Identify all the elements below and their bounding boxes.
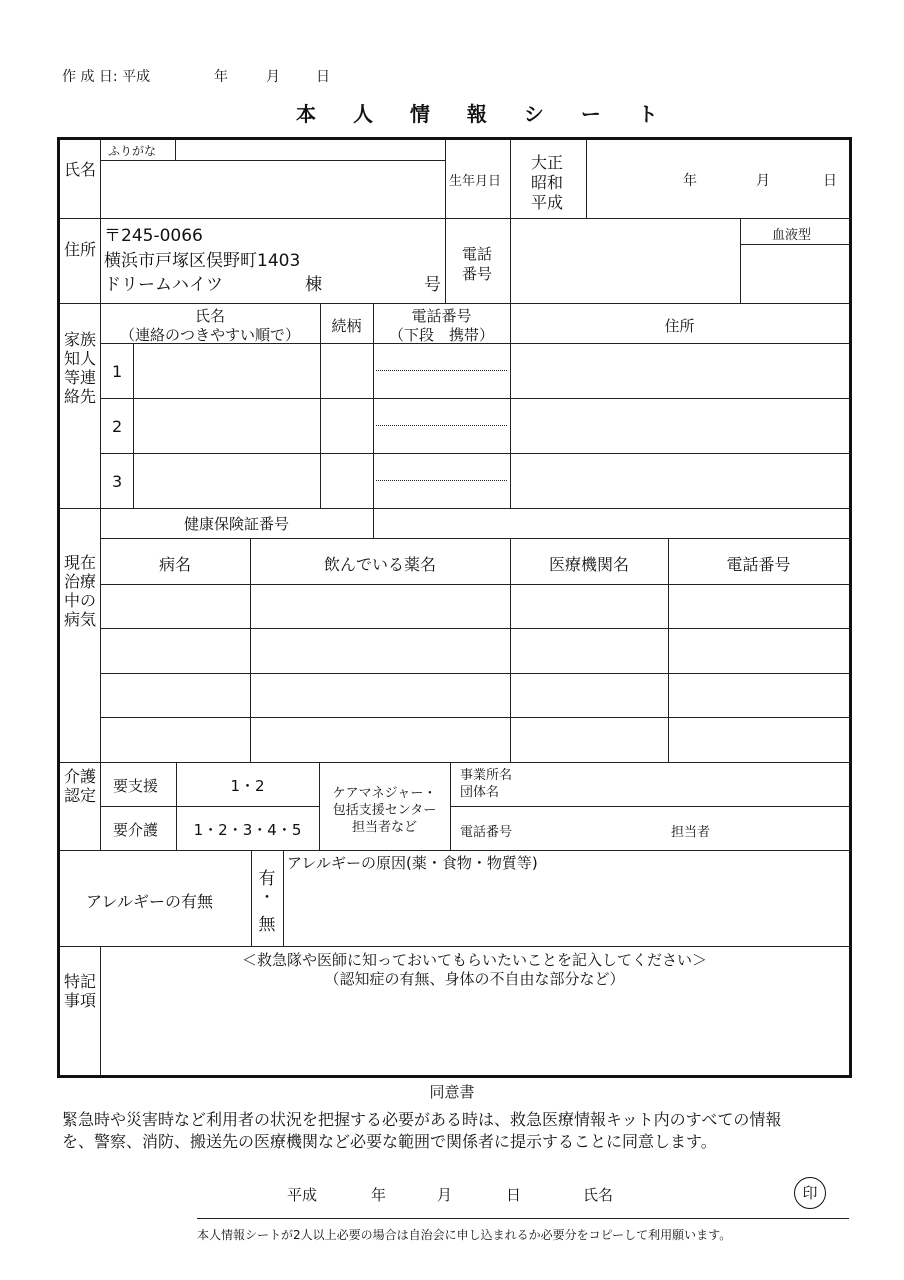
furigana-cell-line bbox=[175, 140, 176, 160]
care-phone-label: 電話番号 bbox=[460, 825, 513, 840]
care-levels-divider bbox=[100, 806, 319, 807]
label-column-line bbox=[100, 140, 101, 851]
furigana-label: ふりがな bbox=[108, 144, 157, 158]
divider-name-address bbox=[60, 218, 849, 219]
era-taisho: 大正 bbox=[531, 153, 564, 172]
consent-title: 同意書 bbox=[429, 1083, 475, 1101]
era-cell-line bbox=[586, 140, 587, 218]
support-levels: 1・2 bbox=[230, 777, 265, 795]
name-section-label: 氏名 bbox=[64, 160, 97, 179]
treatment-section-label: 現在治療中の病気 bbox=[64, 553, 97, 629]
birth-year-label: 年 bbox=[683, 173, 697, 189]
family-row-number-3: 3 bbox=[112, 472, 123, 491]
created-date-label: 作 成 日: 平成 bbox=[62, 69, 151, 85]
notes-examples: （認知症の有無、身体の不自由な部分など） bbox=[324, 970, 625, 988]
treatment-col-phone: 電話番号 bbox=[726, 555, 791, 574]
family-col-phone: 電話番号 bbox=[411, 307, 472, 325]
insurance-number-label: 健康保険証番号 bbox=[183, 515, 289, 533]
treatment-col-disease: 病名 bbox=[158, 555, 191, 574]
family-section-label: 家族知人等連絡先 bbox=[64, 330, 97, 406]
consent-day-label: 日 bbox=[506, 1186, 522, 1204]
signature-line bbox=[197, 1218, 849, 1219]
care-manager-label-line2: 包括支援センター bbox=[332, 803, 437, 818]
family-col-relation: 続柄 bbox=[331, 317, 362, 335]
building-unit-label: 棟 bbox=[305, 275, 322, 295]
family-col-name: 氏名 bbox=[194, 307, 225, 325]
care-levels: 1・2・3・4・5 bbox=[193, 821, 302, 839]
birth-month-label: 月 bbox=[756, 173, 770, 189]
family-row1-divider bbox=[100, 398, 849, 399]
page-title: 本 人 情 報 シ ー ト bbox=[296, 102, 673, 126]
treatment-insurance-divider bbox=[100, 538, 849, 539]
notes-section-label: 特記事項 bbox=[64, 972, 97, 1010]
divider-care-allergy bbox=[60, 850, 849, 851]
consent-era-label: 平成 bbox=[287, 1186, 318, 1204]
birth-day-label: 日 bbox=[823, 173, 837, 189]
allergy-option-separator: ・ bbox=[259, 888, 275, 906]
address-line1: 横浜市戸塚区俣野町1403 bbox=[104, 251, 301, 271]
family-phone-split-3 bbox=[376, 480, 507, 481]
era-heisei: 平成 bbox=[531, 193, 564, 212]
consent-name-label: 氏名 bbox=[583, 1186, 614, 1204]
consent-text-line2: を、警察、消防、搬送先の医療機関など必要な範囲で関係者に提示することに同意します。 bbox=[62, 1132, 717, 1151]
birthday-label: 生年月日 bbox=[449, 174, 502, 189]
office-name-label: 事業所名 bbox=[460, 768, 513, 783]
divider-treatment-care bbox=[60, 762, 849, 763]
family-col-name-note: （連絡のつきやすい順で） bbox=[119, 326, 300, 344]
family-phone-split-1 bbox=[376, 370, 507, 371]
care-office-divider bbox=[450, 806, 849, 807]
name-cell-right-line bbox=[445, 140, 446, 218]
allergy-yes-option: 有 bbox=[258, 869, 276, 889]
era-showa: 昭和 bbox=[531, 173, 564, 192]
footnote: 本人情報シートが2人以上必要の場合は自治会に申し込まれるか必要分をコピーして利用願います。 bbox=[197, 1228, 732, 1242]
treatment-col-medicine: 飲んでいる薬名 bbox=[323, 555, 436, 574]
consent-year-label: 年 bbox=[371, 1186, 387, 1204]
notes-instruction: ＜救急隊や医師に知っておいてもらいたいことを記入してください＞ bbox=[241, 951, 707, 969]
phone-label-line1: 電話 bbox=[462, 245, 493, 263]
phone-label-line2: 番号 bbox=[462, 265, 493, 283]
family-number-col-line bbox=[133, 343, 134, 508]
insurance-cell-line bbox=[373, 508, 374, 538]
treatment-header-divider bbox=[100, 584, 849, 585]
treatment-col-institution: 医療機関名 bbox=[548, 555, 629, 574]
address-section-label: 住所 bbox=[64, 240, 97, 259]
family-phone-split-2 bbox=[376, 425, 507, 426]
family-row-number-1: 1 bbox=[112, 362, 123, 381]
created-month-label: 月 bbox=[266, 69, 280, 85]
birthday-label-line bbox=[510, 140, 511, 218]
family-row-number-2: 2 bbox=[112, 417, 123, 436]
care-manager-label-line1: ケアマネジャー・ bbox=[332, 786, 437, 801]
created-year-label: 年 bbox=[214, 69, 228, 85]
address-line2: ドリームハイツ bbox=[104, 275, 223, 295]
allergy-cause-label: アレルギーの原因(薬・食物・物質等) bbox=[287, 854, 538, 872]
treatment-row2-divider bbox=[100, 673, 849, 674]
phone-label-line bbox=[510, 218, 511, 303]
treatment-row3-divider bbox=[100, 717, 849, 718]
address-cell-right-line bbox=[445, 218, 446, 303]
allergy-presence-label: アレルギーの有無 bbox=[86, 892, 213, 911]
blood-type-label: 血液型 bbox=[772, 228, 812, 243]
consent-text-line1: 緊急時や災害時など利用者の状況を把握する必要がある時は、救急医療情報キット内のすべての情報 bbox=[62, 1110, 782, 1129]
allergy-yesno-right-line bbox=[283, 850, 284, 946]
family-col-phone-note: （下段 携帯） bbox=[388, 326, 494, 344]
created-day-label: 日 bbox=[316, 69, 330, 85]
seal-mark: 印 bbox=[794, 1177, 826, 1209]
care-person-label: 担当者 bbox=[671, 825, 711, 840]
divider-address-family bbox=[60, 303, 849, 304]
blood-type-divider bbox=[740, 244, 849, 245]
allergy-no-option: 無 bbox=[258, 915, 276, 935]
room-unit-label: 号 bbox=[424, 275, 441, 295]
divider-family-treatment bbox=[60, 508, 849, 509]
furigana-divider bbox=[100, 160, 445, 161]
organization-name-label: 団体名 bbox=[460, 785, 500, 800]
treatment-row1-divider bbox=[100, 628, 849, 629]
blood-type-line bbox=[740, 218, 741, 303]
postal-code: 〒245-0066 bbox=[104, 226, 203, 246]
support-needed-label: 要支援 bbox=[113, 777, 159, 795]
care-needed-label: 要介護 bbox=[113, 821, 159, 839]
consent-month-label: 月 bbox=[437, 1186, 453, 1204]
care-section-label: 介護認定 bbox=[64, 767, 97, 805]
family-row2-divider bbox=[100, 453, 849, 454]
divider-allergy-notes bbox=[60, 946, 849, 947]
family-col-address: 住所 bbox=[664, 317, 695, 335]
care-manager-label-line3: 担当者など bbox=[351, 820, 417, 835]
